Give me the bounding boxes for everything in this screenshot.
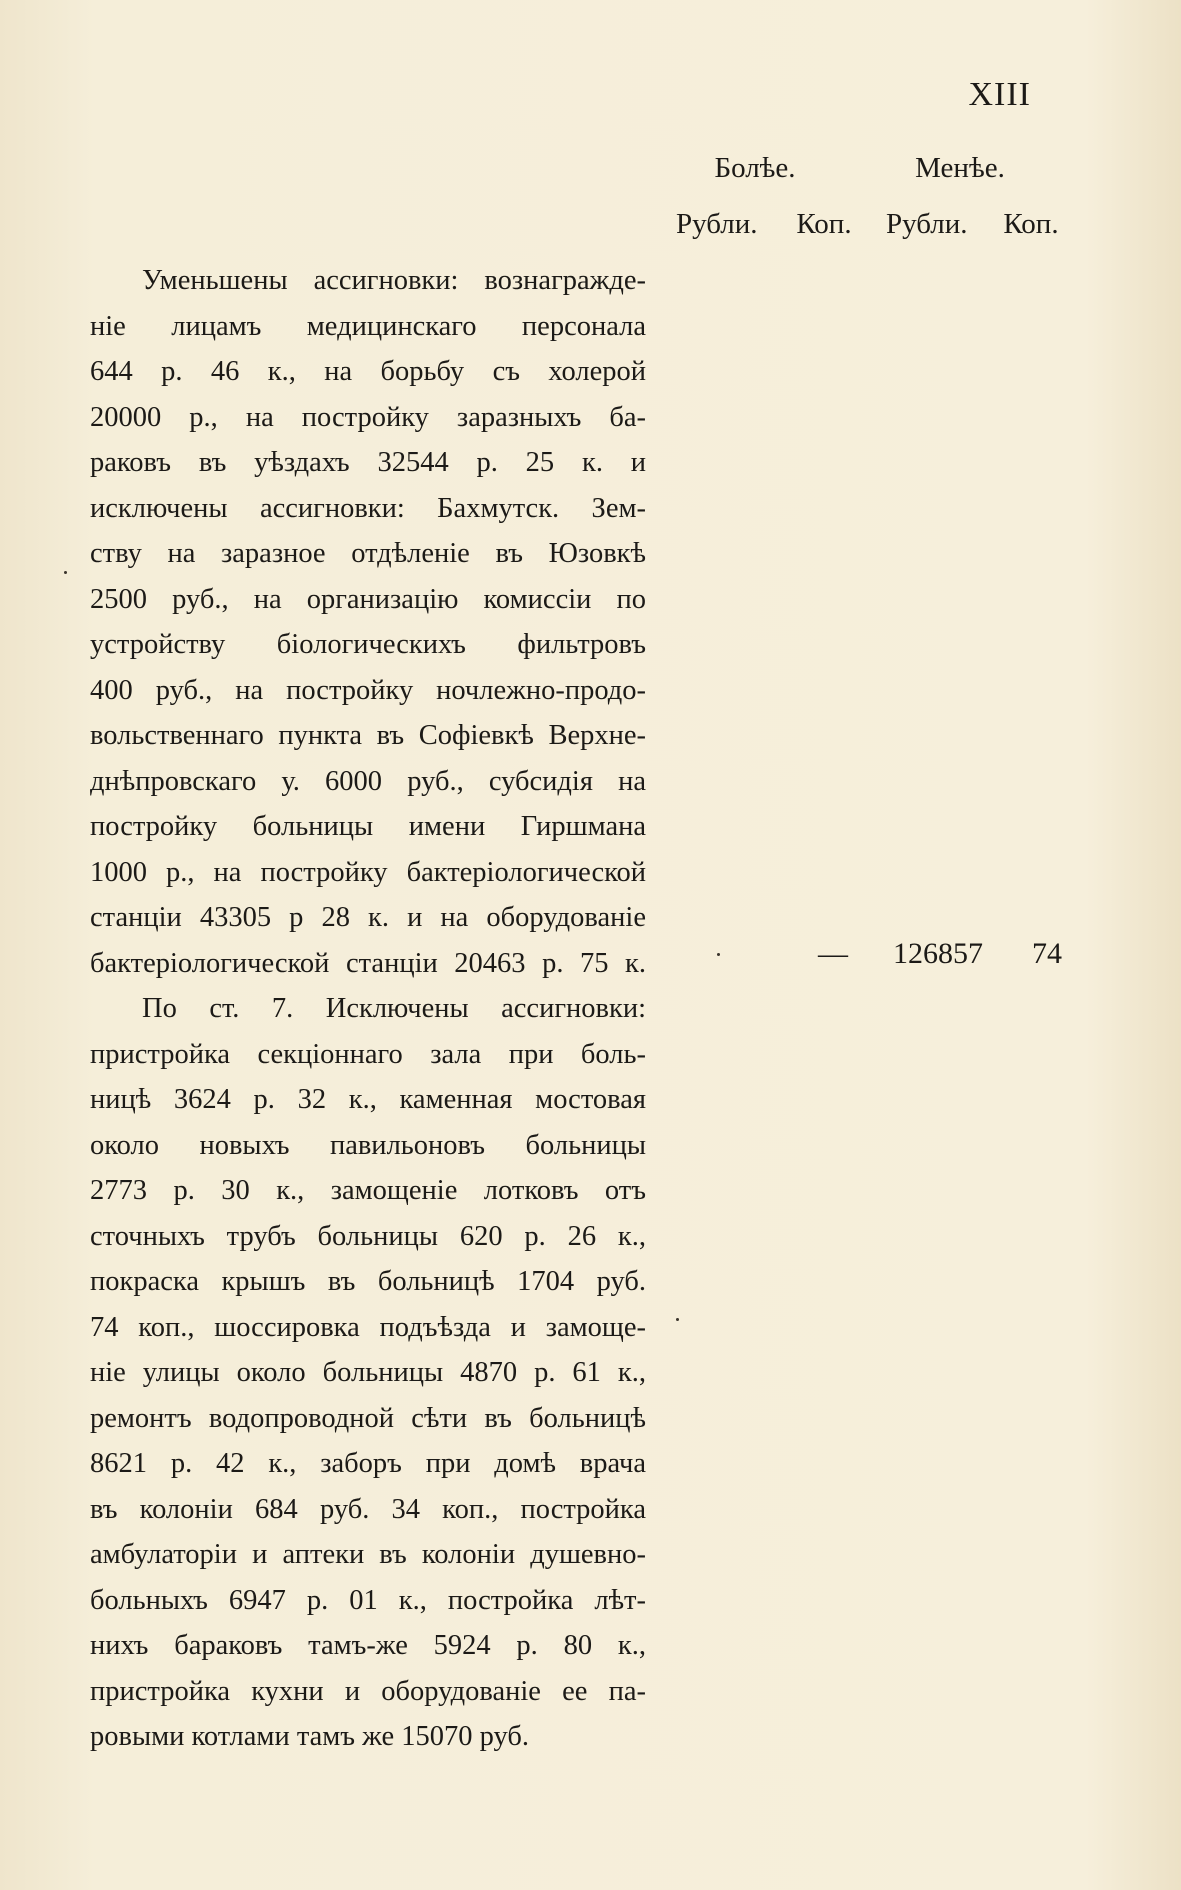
text-line: ремонтъ водопроводной сѣти въ больницѣ bbox=[90, 1402, 646, 1434]
text-line: сточныхъ трубъ больницы 620 р. 26 к., bbox=[90, 1220, 646, 1252]
text-line: исключены ассигновки: Бахмутск. Зем- bbox=[90, 492, 646, 524]
less-amount-kopecks: 74 bbox=[1032, 937, 1062, 970]
less-amount-rubles: 126857 bbox=[893, 937, 983, 970]
text-line: 8621 р. 42 к., заборъ при домѣ врача bbox=[90, 1448, 646, 1479]
text-line: раковъ въ уѣздахъ 32544 р. 25 к. и bbox=[90, 447, 646, 478]
text-line: ровыми котлами тамъ же 15070 руб. bbox=[90, 1721, 530, 1752]
text-line: пристройка кухни и оборудованіе ее па- bbox=[90, 1675, 646, 1707]
page-number: XIII bbox=[968, 76, 1031, 113]
text-line: станціи 43305 р 28 к. и на оборудованіе bbox=[90, 902, 646, 933]
text-line: 74 коп., шоссировка подъѣзда и замоще- bbox=[90, 1311, 646, 1343]
text-line: 644 р. 46 к., на борьбу съ холерой bbox=[90, 356, 646, 387]
more-amount-dash: — bbox=[818, 937, 848, 970]
column-subheader-less-kopecks: Коп. bbox=[1003, 208, 1059, 240]
text-line: покраска крышъ въ больницѣ 1704 руб. bbox=[90, 1266, 646, 1297]
text-line: вольственнаго пункта въ Софіевкѣ Верхне- bbox=[90, 720, 646, 751]
text-line: 400 руб., на постройку ночлежно-продо- bbox=[90, 674, 646, 706]
text-line: По ст. 7. Исключены ассигновки: bbox=[142, 993, 646, 1024]
text-line: нихъ бараковъ тамъ-же 5924 р. 80 к., bbox=[90, 1630, 646, 1661]
text-line: 2500 руб., на организацію комиссіи по bbox=[90, 583, 646, 615]
text-line: ніе лицамъ медицинскаго персонала bbox=[90, 310, 646, 342]
column-subheader-more-rubles: Рубли. bbox=[676, 208, 758, 240]
text-line: бактеріологической станціи 20463 р. 75 к. bbox=[90, 947, 646, 979]
text-line: ніе улицы около больницы 4870 р. 61 к., bbox=[90, 1357, 646, 1388]
column-subheader-less-rubles: Рубли. bbox=[886, 208, 968, 240]
text-line: Уменьшены ассигновки: вознагражде- bbox=[142, 265, 646, 296]
body-text bbox=[90, 258, 646, 1760]
text-line: около новыхъ павильоновъ больницы bbox=[90, 1129, 646, 1161]
text-line: въ колоніи 684 руб. 34 коп., постройка bbox=[90, 1493, 646, 1525]
text-line: ницѣ 3624 р. 32 к., каменная мостовая bbox=[90, 1084, 646, 1115]
text-line: устройству біологическихъ фильтровъ bbox=[90, 629, 646, 660]
text-line: пристройка секціоннаго зала при боль- bbox=[90, 1038, 646, 1070]
text-line: 1000 р., на постройку бактеріологической bbox=[90, 856, 646, 888]
text-line: ству на заразное отдѣленіе въ Юзовкѣ bbox=[90, 538, 646, 569]
print-speck bbox=[676, 1318, 679, 1321]
print-speck bbox=[717, 953, 720, 956]
print-speck bbox=[64, 571, 67, 574]
text-line: 2773 р. 30 к., замощеніе лотковъ отъ bbox=[90, 1175, 646, 1206]
text-line: 20000 р., на постройку заразныхъ ба- bbox=[90, 401, 646, 433]
column-subheader-more-kopecks: Коп. bbox=[796, 208, 852, 240]
text-line: амбулаторіи и аптеки въ колоніи душевно- bbox=[90, 1539, 646, 1570]
column-header-more: Болѣе. bbox=[714, 152, 796, 184]
column-header-less: Менѣе. bbox=[915, 152, 1005, 184]
text-line: больныхъ 6947 р. 01 к., постройка лѣт- bbox=[90, 1584, 646, 1616]
text-line: днѣпровскаго у. 6000 руб., субсидія на bbox=[90, 765, 646, 797]
text-line: постройку больницы имени Гиршмана bbox=[90, 811, 646, 842]
